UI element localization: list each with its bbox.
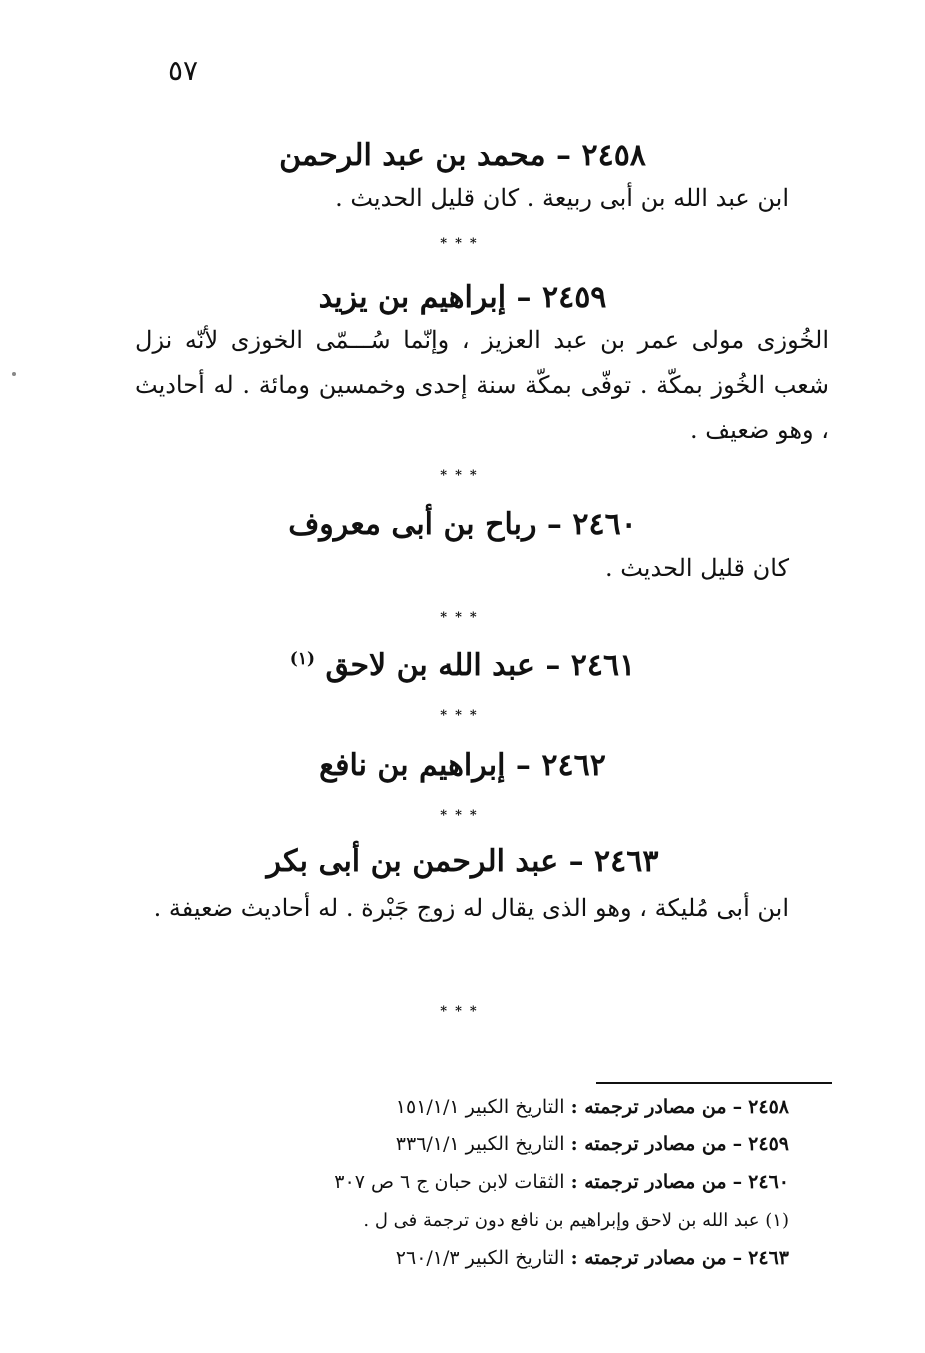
footnote-reference[interactable]: (١) xyxy=(289,649,316,669)
footnote xyxy=(396,1247,789,1269)
footnote-source: التاريخ الكبير ١٥١/١/١ xyxy=(395,1096,565,1118)
footnote-dash: – xyxy=(732,1171,743,1193)
entry-heading xyxy=(0,507,925,542)
footnote-note: (١) عبد الله بن لاحق وإبراهيم بن نافع دون ترجمة فى ل . xyxy=(363,1210,789,1231)
entry-number: ٢٤٦١ xyxy=(570,648,636,683)
footnote-number: ٢٤٥٩ xyxy=(748,1133,789,1155)
entry-heading xyxy=(0,648,925,683)
entry-name: إبراهيم بن نافع xyxy=(319,748,506,783)
section-separator: *** xyxy=(440,236,485,251)
footnote-source: التاريخ الكبير ٣٣٦/١/١ xyxy=(395,1133,565,1155)
section-separator: *** xyxy=(440,808,485,823)
footnote-rule xyxy=(596,1082,832,1084)
entry-dash: – xyxy=(516,280,532,315)
entry-dash: – xyxy=(546,507,562,542)
entry-name: عبد الله بن لاحق xyxy=(325,648,535,683)
section-separator: *** xyxy=(440,708,485,723)
entry-heading xyxy=(0,748,925,783)
footnote xyxy=(396,1133,789,1155)
entry-heading xyxy=(0,280,925,315)
footnote-number: ٢٤٦٣ xyxy=(748,1247,789,1269)
section-separator: *** xyxy=(440,468,485,483)
footnote-number: ٢٤٦٠ xyxy=(748,1171,789,1193)
footnote-source: الثقات لابن حبان ج ٦ ص ٣٠٧ xyxy=(334,1171,565,1193)
entry-number: ٢٤٦٣ xyxy=(594,844,659,879)
entry-name: محمد بن عبد الرحمن xyxy=(279,138,546,173)
scan-speck xyxy=(12,372,16,376)
entry-name: إبراهيم بن يزيد xyxy=(318,280,507,315)
entry-heading xyxy=(0,138,925,173)
section-separator: *** xyxy=(440,610,485,625)
entry-dash: – xyxy=(568,844,584,879)
entry-heading xyxy=(0,844,925,879)
entry-dash: – xyxy=(515,748,531,783)
page-number: ٥٧ xyxy=(168,54,199,87)
entry-number: ٢٤٦٢ xyxy=(541,748,606,783)
entry-name: رباح بن أبى معروف xyxy=(288,507,537,542)
footnote xyxy=(396,1096,789,1118)
footnote-dash: – xyxy=(732,1096,743,1118)
entry-body: ابن أبى مُليكة ، وهو الذى يقال له زوج جَبْرة . له أحاديث ضعيفة . xyxy=(153,894,789,922)
footnote-label: من مصادر ترجمته : xyxy=(570,1133,727,1155)
entry-name: عبد الرحمن بن أبى بكر xyxy=(266,844,559,879)
entry-dash: – xyxy=(545,648,561,683)
entry-number: ٢٤٥٩ xyxy=(541,280,607,315)
footnote xyxy=(334,1171,789,1193)
section-separator: *** xyxy=(440,1004,485,1019)
entry-body: كان قليل الحديث . xyxy=(604,554,789,582)
footnote-dash: – xyxy=(732,1133,743,1155)
footnote-label: من مصادر ترجمته : xyxy=(570,1096,727,1118)
entry-number: ٢٤٦٠ xyxy=(572,507,637,542)
footnote-dash: – xyxy=(732,1247,743,1269)
footnote-label: من مصادر ترجمته : xyxy=(570,1247,727,1269)
footnote-source: التاريخ الكبير ٢٦٠/١/٣ xyxy=(395,1247,565,1269)
entry-dash: – xyxy=(556,138,572,173)
entry-number: ٢٤٥٨ xyxy=(581,138,646,173)
entry-body: ابن عبد الله بن أبى ربيعة . كان قليل الحديث . xyxy=(335,184,789,212)
footnote-number: ٢٤٥٨ xyxy=(748,1096,789,1118)
entry-body: الخُوزى مولى عمر بن عبد العزيز ، وإنّما سُـــمّى الخوزى لأنّه نزل شعب الخُوز بمكّة . توفّى بمكّة سنة إحدى وخمسين ومائة . له أحاديث ، وهو ضعيف . xyxy=(135,326,829,444)
footnote-label: من مصادر ترجمته : xyxy=(570,1171,727,1193)
